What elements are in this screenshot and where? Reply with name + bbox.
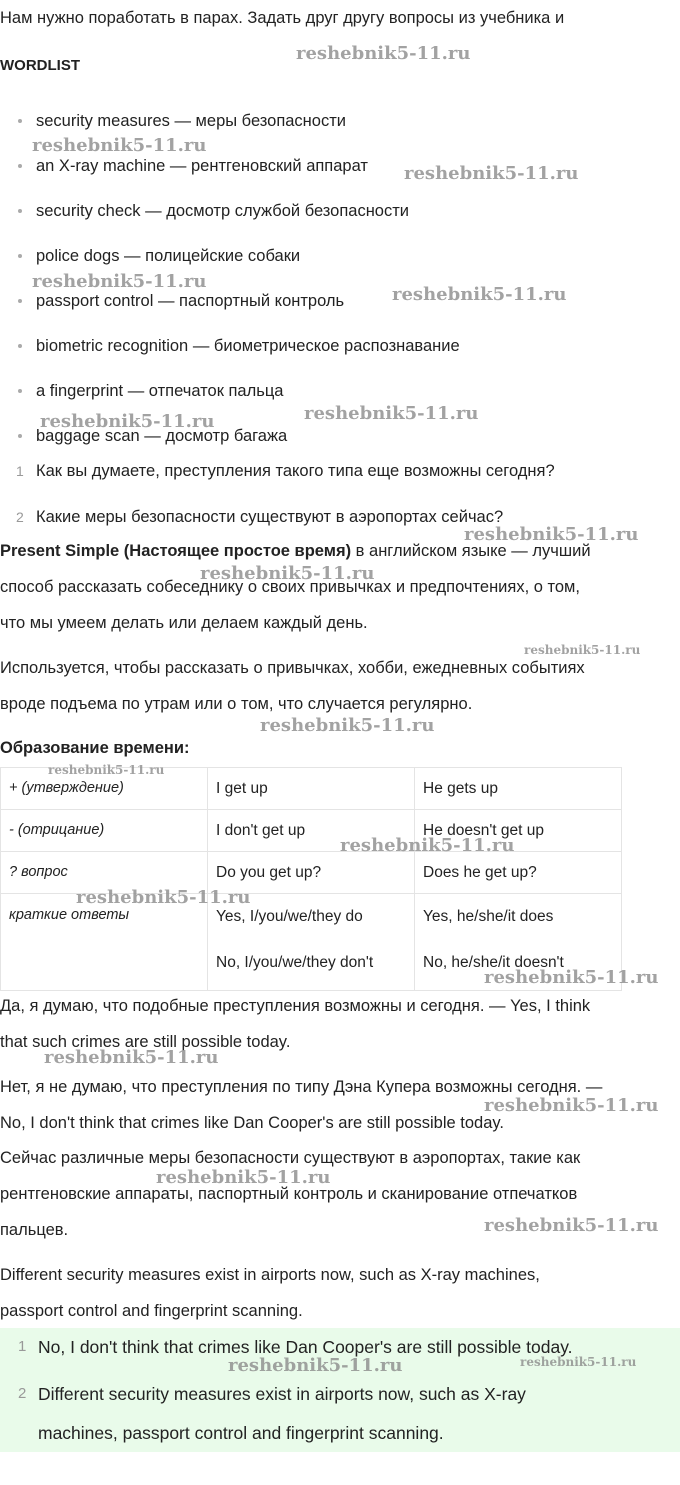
answer1-line2: that such crimes are still possible today. [0, 1033, 291, 1051]
watermark-text: reshebnik5-11.ru [524, 643, 641, 657]
grammar-table [0, 767, 622, 991]
watermark-text: reshebnik5-11.ru [484, 967, 659, 988]
short-answer-yes: Yes, he/she/it does [423, 908, 554, 925]
bullet-icon [18, 209, 22, 213]
table-cell [208, 894, 415, 991]
intro-text: Нам нужно поработать в парах. Задать друг другу вопросы из учебника и [0, 9, 565, 27]
table-cell: Does he get up? [415, 852, 622, 894]
bullet-icon [18, 299, 22, 303]
answer4-line1: Different security measures exist in airports now, such as X-ray machines, [0, 1266, 540, 1284]
wordlist-heading: WORDLIST [0, 57, 80, 74]
short-answer-yes: Yes, I/you/we/they do [216, 908, 363, 925]
watermark-text: reshebnik5-11.ru [484, 1215, 659, 1236]
watermark-text: reshebnik5-11.ru [404, 163, 579, 184]
table-cell: He gets up [415, 768, 622, 810]
watermark-text: reshebnik5-11.ru [484, 1095, 659, 1116]
present-simple-line2: способ рассказать собеседнику о своих привычках и предпочтениях, о том, [0, 578, 580, 596]
final-answer-text: machines, passport control and fingerprint scanning. [38, 1423, 444, 1443]
present-simple-line1: Present Simple (Настоящее простое время) в английском языке — лучший [0, 542, 591, 560]
watermark-text: reshebnik5-11.ru [200, 563, 375, 584]
final-answer-num: 1 [18, 1338, 27, 1355]
short-answer-no: No, he/she/it doesn't [423, 954, 564, 971]
table-cell: краткие ответы [1, 894, 208, 991]
final-answers-box [0, 1328, 680, 1452]
answer2-line1: Нет, я не думаю, что преступления по типу Дэна Купера возможны сегодня. — [0, 1078, 603, 1096]
watermark-text: reshebnik5-11.ru [464, 524, 639, 545]
table-cell: I get up [208, 768, 415, 810]
watermark-text: reshebnik5-11.ru [520, 1355, 637, 1369]
table-cell: + (утверждение) [1, 768, 208, 810]
watermark-text: reshebnik5-11.ru [76, 887, 251, 908]
watermark-text: reshebnik5-11.ru [32, 271, 207, 292]
watermark-text: reshebnik5-11.ru [392, 284, 567, 305]
watermark-text: reshebnik5-11.ru [260, 715, 435, 736]
bullet-icon [18, 434, 22, 438]
short-answer-no: No, I/you/we/they don't [216, 954, 374, 971]
watermark-text: reshebnik5-11.ru [296, 43, 471, 64]
answer3-line1: Сейчас различные меры безопасности существуют в аэропортах, такие как [0, 1149, 581, 1167]
watermark-text: reshebnik5-11.ru [156, 1167, 331, 1188]
table-row [1, 810, 622, 852]
bullet-icon [18, 344, 22, 348]
answer3-line3: пальцев. [0, 1221, 69, 1239]
table-cell: Do you get up? [208, 852, 415, 894]
answer3-line2: рентгеновские аппараты, паспортный контроль и сканирование отпечатков [0, 1185, 578, 1203]
bullet-icon [18, 164, 22, 168]
present-simple-line3: что мы умеем делать или делаем каждый день. [0, 614, 368, 632]
watermark-text: reshebnik5-11.ru [304, 403, 479, 424]
watermark-text: reshebnik5-11.ru [32, 135, 207, 156]
watermark-text: reshebnik5-11.ru [40, 411, 215, 432]
final-answer-num: 2 [18, 1385, 27, 1402]
watermark-text: reshebnik5-11.ru [48, 763, 165, 777]
watermark-text: reshebnik5-11.ru [44, 1047, 219, 1068]
watermark-text: reshebnik5-11.ru [228, 1355, 403, 1376]
answer4-line2: passport control and fingerprint scanning. [0, 1302, 303, 1320]
table-cell: - (отрицание) [1, 810, 208, 852]
answer2-line2: No, I don't think that crimes like Dan Cooper's are still possible today. [0, 1114, 504, 1132]
formation-heading: Образование времени: [0, 739, 190, 757]
table-cell: ? вопрос [1, 852, 208, 894]
usage-line2: вроде подъема по утрам или о том, что случается регулярно. [0, 695, 473, 713]
table-cell: I don't get up [208, 810, 415, 852]
bullet-icon [18, 389, 22, 393]
bullet-icon [18, 254, 22, 258]
usage-line1: Используется, чтобы рассказать о привычках, хобби, ежедневных событиях [0, 659, 585, 677]
watermark-text: reshebnik5-11.ru [340, 835, 515, 856]
table-cell: He doesn't get up [415, 810, 622, 852]
final-answer-text: Different security measures exist in airports now, such as X-ray [38, 1384, 526, 1404]
answer1-line1: Да, я думаю, что подобные преступления возможны и сегодня. — Yes, I think [0, 997, 591, 1015]
bullet-icon [18, 119, 22, 123]
final-answer-text: No, I don't think that crimes like Dan Cooper's are still possible today. [38, 1337, 573, 1357]
